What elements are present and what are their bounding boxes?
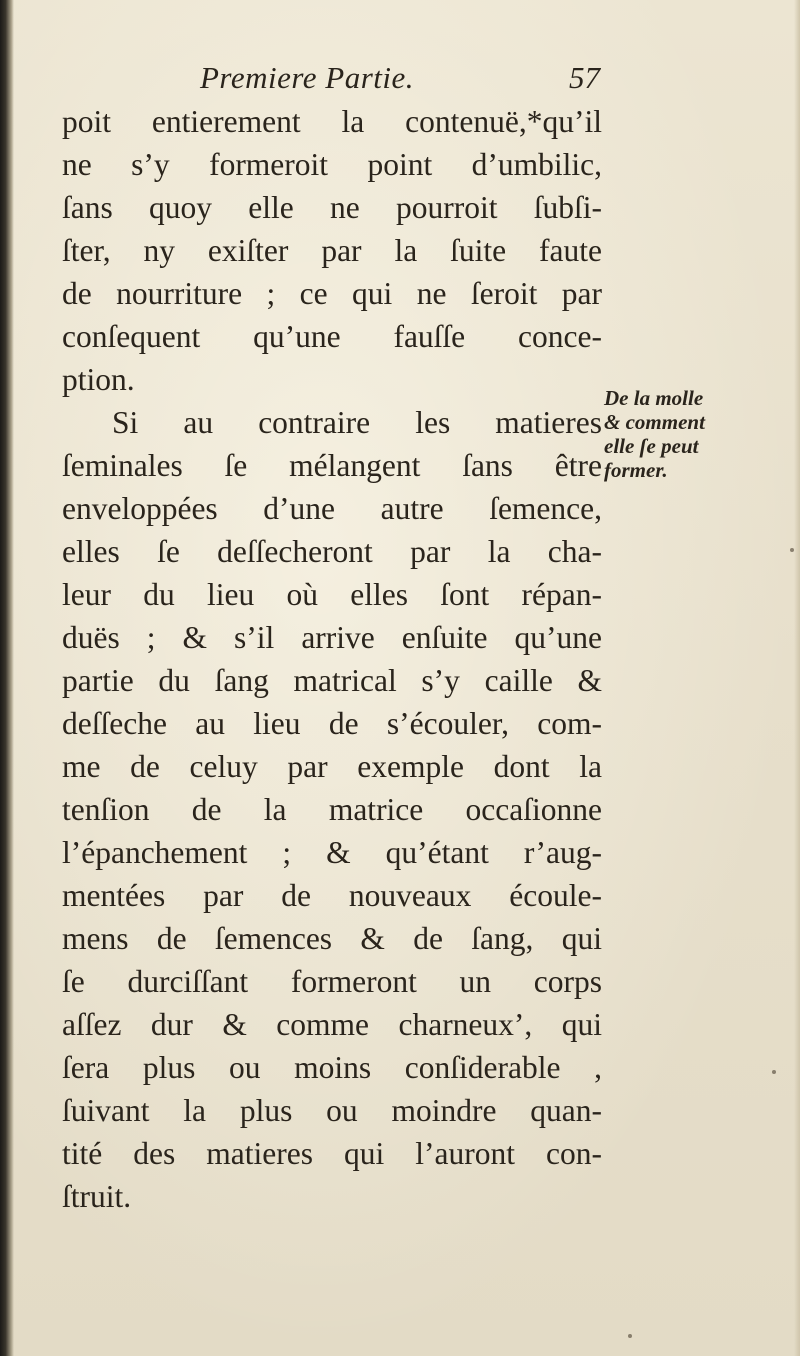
body-text [62,100,602,1218]
text-line: ſter, ny exiſter par la ſuite faute [62,233,602,268]
margin-note-line: former. [604,458,668,482]
paragraph-start-line: Si au contraire les matieres [112,405,602,440]
margin-note-line: De la molle [604,386,704,410]
margin-note [604,386,794,482]
text-line: l’épanchement ; & qu’étant r’aug- [62,835,602,870]
text-line: ſeminales ſe mélangent ſans être [62,448,602,483]
paper-speck [628,1334,632,1338]
text-line: conſequent qu’une fauſſe conce- [62,319,602,354]
text-line: de nourriture ; ce qui ne ſeroit par [62,276,602,311]
page-number: 57 [569,60,600,95]
text-line: partie du ſang matrical s’y caille & [62,663,602,698]
page-right-edge [794,0,800,1356]
text-line: tité des matieres qui l’auront con- [62,1136,602,1171]
text-line: me de celuy par exemple dont la [62,749,602,784]
text-line: tenſion de la matrice occaſionne [62,792,602,827]
text-line: ption. [62,362,135,397]
text-line: poit entierement la contenuë,*qu’il [62,104,602,139]
text-line: ne s’y formeroit point d’umbilic, [62,147,602,182]
text-line: elles ſe deſſecheront par la cha- [62,534,602,569]
running-title: Premiere Partie. [200,60,415,95]
text-line: duës ; & s’il arrive enſuite qu’une [62,620,602,655]
text-line: ſera plus ou moins conſiderable , [62,1050,602,1085]
margin-note-line: elle ſe peut [604,434,699,458]
text-line: ſtruit. [62,1179,132,1214]
text-line: deſſeche au lieu de s’écouler, com- [62,706,602,741]
page-header [200,60,600,104]
text-line: ſe durciſſant formeront un corps [62,964,602,999]
text-line: aſſez dur & comme charneux’, qui [62,1007,602,1042]
text-line: mentées par de nouveaux écoule- [62,878,602,913]
text-line: enveloppées d’une autre ſemence, [62,491,602,526]
book-binding-edge [0,0,14,1356]
text-line: ſans quoy elle ne pourroit ſubſi- [62,190,602,225]
paper-speck [790,548,794,552]
text-line: leur du lieu où elles ſont répan- [62,577,602,612]
text-line: mens de ſemences & de ſang, qui [62,921,602,956]
margin-note-line: & comment [604,410,705,434]
text-line: ſuivant la plus ou moindre quan- [62,1093,602,1128]
paper-speck [772,1070,776,1074]
